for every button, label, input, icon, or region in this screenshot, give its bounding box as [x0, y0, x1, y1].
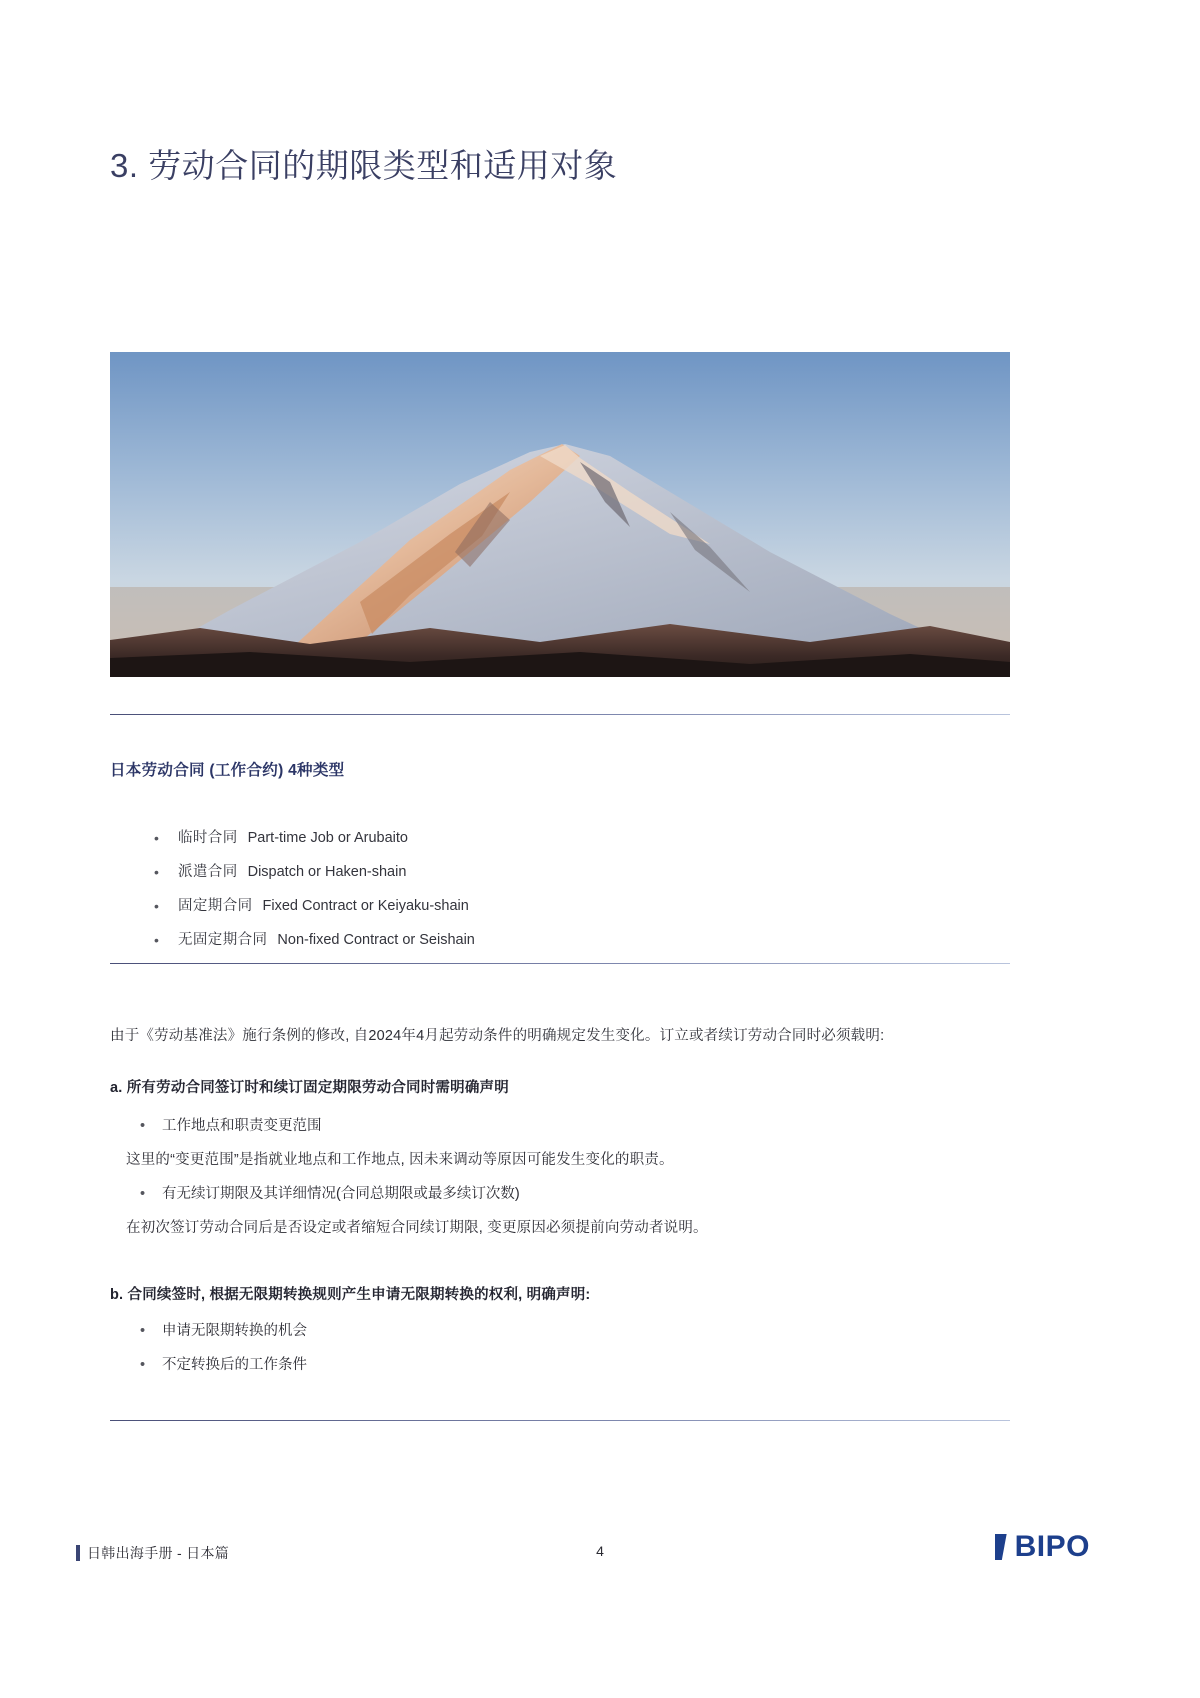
list-item [150, 821, 1010, 855]
hero-image [110, 352, 1010, 677]
brand-logo [995, 1532, 1090, 1562]
intro-paragraph: 由于《劳动基准法》施行条例的修改, 自2024年4月起劳动条件的明确规定发生变化。订立或者续订劳动合同时必须载明: [110, 1027, 885, 1044]
divider-middle [110, 963, 1010, 964]
footer-title: 日韩出海手册 - 日本篇 [87, 1545, 230, 1561]
page-title: 3. 劳动合同的期限类型和适用对象 [110, 147, 618, 185]
section-b-heading: b. 合同续签时, 根据无限期转换规则产生申请无限期转换的权利, 明确声明: [110, 1287, 591, 1303]
contract-type-cn: 临时合同 [178, 830, 238, 846]
sub-heading: 日本劳动合同 (工作合约) 4种类型 [110, 762, 345, 779]
divider-bottom [110, 1420, 1010, 1421]
brand-name: BIPO [1014, 1530, 1090, 1563]
section-a-paragraph-2: 在初次签订劳动合同后是否设定或者缩短合同续订期限, 变更原因必须提前向劳动者说明。 [126, 1220, 708, 1236]
contract-type-en: Non-fixed Contract or Seishain [277, 932, 475, 948]
section-a-heading: a. 所有劳动合同签订时和续订固定期限劳动合同时需明确声明 [110, 1080, 509, 1096]
page-number: 4 [596, 1543, 604, 1559]
list-item [150, 889, 1010, 923]
section-a-bullet-2: • 有无续订期限及其详细情况(合同总期限或最多续订次数) [138, 1181, 1002, 1207]
section-b-bullet-2: • 不定转换后的工作条件 [138, 1352, 1002, 1378]
contract-type-cn: 固定期合同 [178, 898, 253, 914]
contract-type-list [110, 821, 1010, 957]
contract-type-en: Part-time Job or Arubaito [247, 830, 408, 846]
mount-fuji-illustration [110, 352, 1010, 677]
contract-type-cn: 无固定期合同 [178, 932, 268, 948]
bipo-mark-icon [995, 1534, 1007, 1560]
section-b-bullet-1: • 申请无限期转换的机会 [138, 1318, 1002, 1344]
section-a-bullet-1: • 工作地点和职责变更范围 [138, 1113, 1002, 1139]
divider-top [110, 714, 1010, 715]
contract-type-cn: 派遣合同 [178, 864, 238, 880]
list-item [150, 923, 1010, 957]
section-a-paragraph-1: 这里的“变更范围”是指就业地点和工作地点, 因未来调动等原因可能发生变化的职责。 [126, 1152, 674, 1168]
contract-type-en: Dispatch or Haken-shain [247, 864, 407, 880]
list-item [150, 855, 1010, 889]
contract-type-en: Fixed Contract or Keiyaku-shain [262, 898, 469, 914]
